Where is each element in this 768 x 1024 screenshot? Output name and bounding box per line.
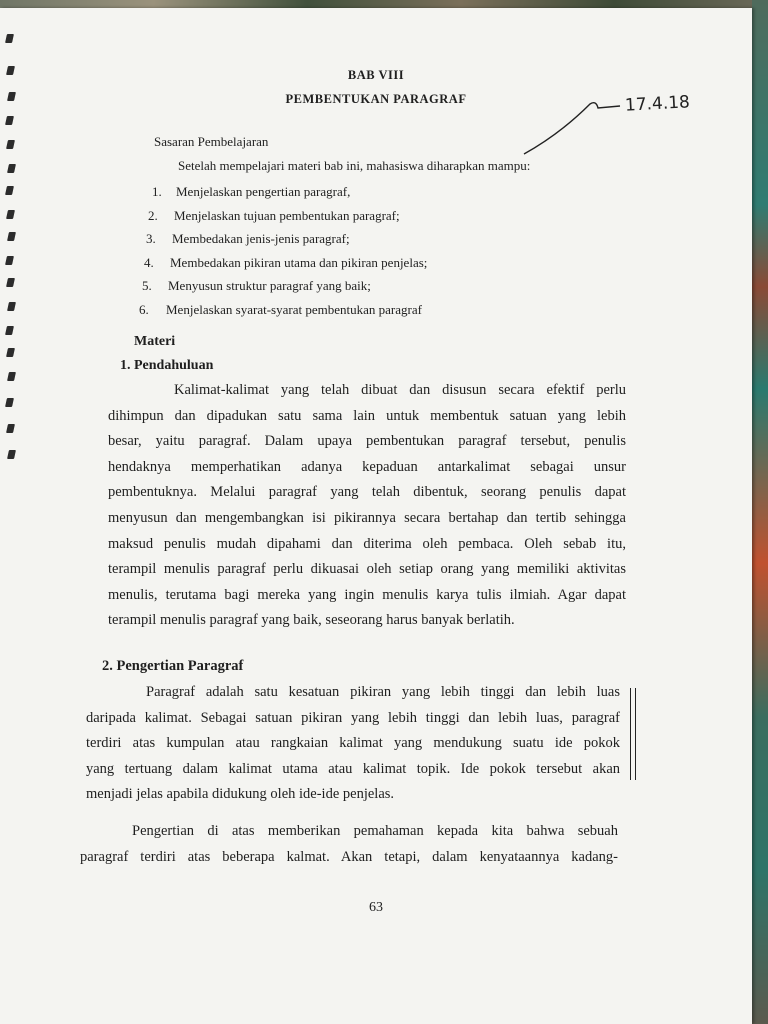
binding-hole [5,326,14,335]
binding-hole [6,424,15,433]
paragraph-line: Pengertian di atas memberikan pemahaman kepada kita bahwa sebuah [132,823,618,839]
objective-item: Menjelaskan tujuan pembentukan paragraf; [174,207,400,223]
paragraph-line: daripada kalimat. Sebagai satuan pikiran yang lebih tinggi dan lebih luas, paragraf [86,709,620,726]
objective-number: 6. [139,301,149,317]
binding-hole [5,34,14,43]
paragraph-line: hendaknya memperhatikan adanya kepaduan antarkalimat sebagai unsur [108,458,626,475]
paragraph-line: maksud penulis mudah dipahami dan diterima oleh pembaca. Oleh sebab itu, [108,535,626,552]
objective-number: 4. [144,254,154,270]
binding-hole [6,140,15,149]
paragraph-line: dihimpun dan dipadukan satu sama lain untuk membentuk satuan yang lebih [108,407,626,424]
section-2-paragraph-1 [86,680,620,808]
handwritten-check-mark [520,94,630,164]
binding-hole [7,164,16,173]
document-page [0,8,752,1024]
binding-hole [5,186,14,195]
paragraph-line: menyusun dan mengembangkan isi pikirannya secara bertahap dan tertib sehingga [108,509,626,526]
binding-hole [5,116,14,125]
binding-hole [6,278,15,287]
paragraph-line: menulis, terutama bagi mereka yang ingin menulis karya tulis ilmiah. Agar dapat [108,586,626,603]
section-1-paragraph [108,378,626,634]
materi-heading: Materi [134,334,176,349]
objective-number: 5. [142,278,152,293]
page-number: 63 [369,900,383,915]
objective-item: Menjelaskan pengertian paragraf, [176,184,351,199]
objective-item: Menjelaskan syarat-syarat pembentukan paragraf [166,301,422,317]
objectives-intro: Setelah mempelajari materi bab ini, mahasiswa diharapkan mampu: [178,158,531,173]
paragraph-line: terdiri atas kumpulan atau rangkaian kalimat yang mendukung suatu ide pokok [86,735,620,752]
binding-hole [7,450,16,459]
objective-item: Menyusun struktur paragraf yang baik; [168,278,371,293]
paragraph-line: menjadi jelas apabila didukung oleh ide-ide penjelas. [86,786,395,803]
paragraph-line: Paragraf adalah satu kesatuan pikiran yang lebih tinggi dan lebih luas [146,684,620,700]
objective-number: 2. [148,207,158,223]
margin-marker-lines [630,688,636,780]
binding-hole [6,348,15,357]
paragraph-line: Kalimat-kalimat yang telah dibuat dan disusun secara efektif perlu [174,382,626,398]
paragraph-line: terampil menulis paragraf yang baik, seseorang harus banyak berlatih. [108,612,515,629]
handwritten-date-note: 17.4.18 [624,92,691,116]
objective-number: 1. [152,184,162,199]
objectives-heading: Sasaran Pembelajaran [154,134,269,149]
section-2-paragraph-2 [80,819,618,870]
binding-hole [5,256,14,265]
paragraph-line: besar, yaitu paragraf. Dalam upaya pembentukan paragraf tersebut, penulis [108,433,626,450]
binding-hole [7,372,16,381]
objective-item: Membedakan jenis-jenis paragraf; [172,231,350,246]
binding-hole [6,210,15,219]
chapter-label: BAB VIII [347,68,405,82]
objective-number: 3. [146,231,156,246]
binding-holes [2,26,42,456]
section-2-heading: 2. Pengertian Paragraf [102,658,244,674]
binding-hole [5,398,14,407]
background-fabric-right [752,0,768,1024]
objective-item: Membedakan pikiran utama dan pikiran penjelas; [170,254,428,270]
paragraph-line: paragraf terdiri atas beberapa kalmat. Akan tetapi, dalam kenyataannya kadang- [80,848,618,865]
paragraph-line: yang tertuang dalam kalimat utama atau kalimat topik. Ide pokok tersebut akan [86,760,620,777]
paragraph-line: pembentuknya. Melalui paragraf yang telah dibentuk, seorang penulis dapat [108,484,626,501]
binding-hole [7,232,16,241]
binding-hole [7,302,16,311]
paragraph-line: terampil menulis paragraf perlu dikuasai oleh setiap orang yang memiliki aktivitas [108,561,626,578]
chapter-title: PEMBENTUKAN PARAGRAF [285,92,467,106]
section-1-heading: 1. Pendahuluan [120,358,214,373]
